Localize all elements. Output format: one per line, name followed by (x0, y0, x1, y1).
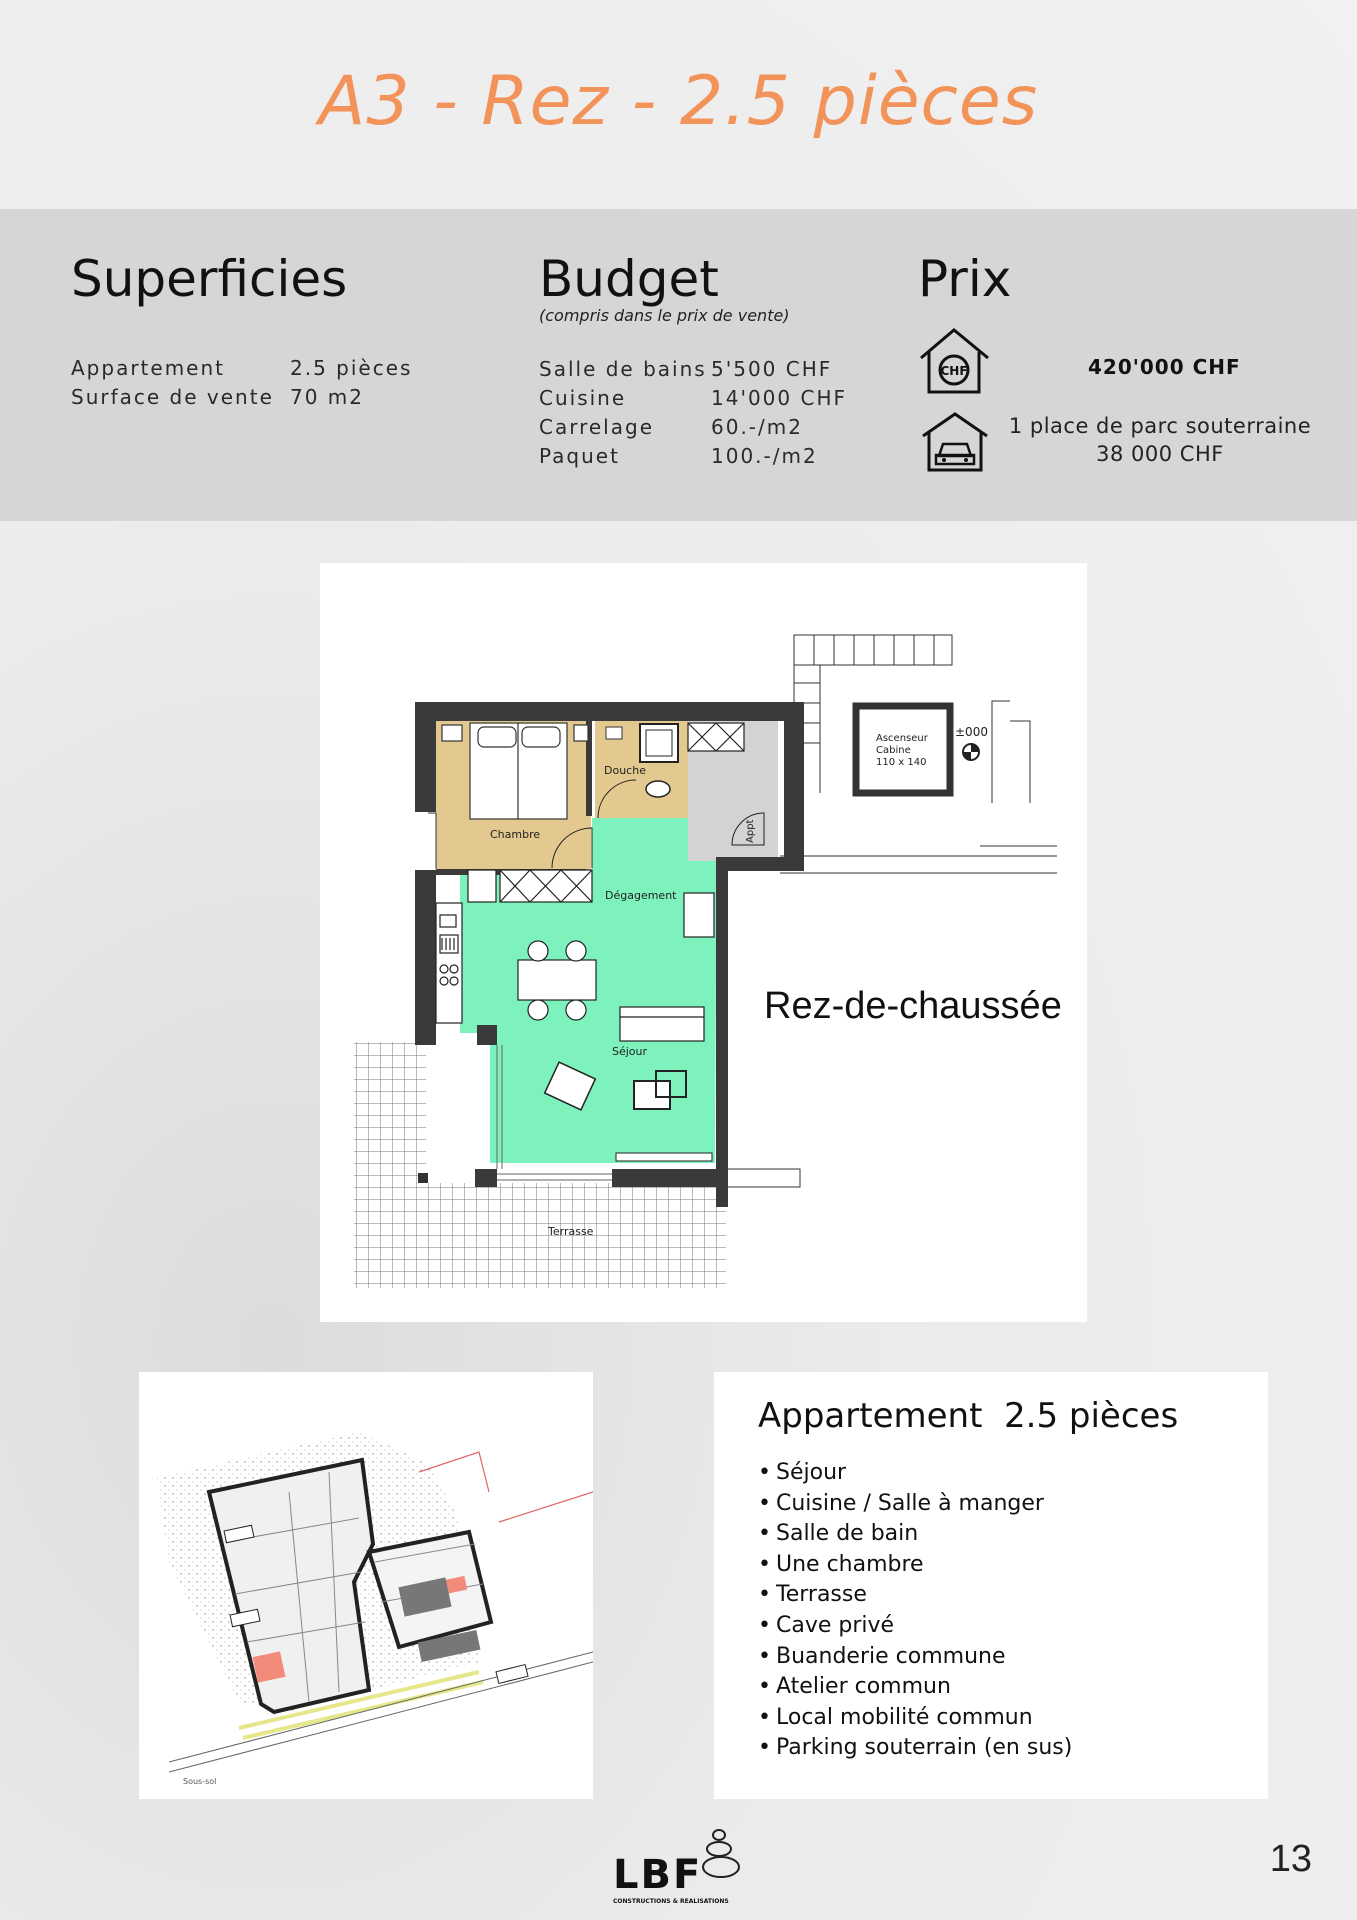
superficies-value-surface: 70 m2 (290, 385, 365, 409)
house-chf-icon-text: CHF (940, 364, 968, 378)
list-item: • Cave privé (776, 1611, 1072, 1642)
site-plan (139, 1372, 593, 1799)
parking-line1: 1 place de parc souterraine (1008, 414, 1312, 438)
budget-value-salle-de-bains: 5'500 CHF (711, 357, 833, 381)
list-item: • Parking souterrain (en sus) (776, 1733, 1072, 1764)
list-item: • Terrasse (776, 1580, 1072, 1611)
site-plan-drawing (139, 1372, 593, 1799)
douche-label: Douche (604, 764, 646, 777)
elevator-cabin: Cabine (876, 745, 911, 756)
list-item: • Salle de bain (776, 1519, 1072, 1550)
floor-plan (320, 563, 1087, 1322)
terrasse-label: Terrasse (548, 1225, 594, 1238)
terrace-paving (354, 1042, 426, 1288)
kitchen-counter (436, 903, 462, 1023)
list-item: • Une chambre (776, 1550, 1072, 1581)
budget-value-cuisine: 14'000 CHF (711, 386, 847, 410)
elevator-size: 110 x 140 (876, 757, 927, 768)
budget-label-salle-de-bains: Salle de bains (539, 357, 707, 381)
list-item: • Séjour (776, 1458, 1072, 1489)
coffee-table (634, 1081, 670, 1109)
card-title: Appartement 2.5 pièces (758, 1396, 1179, 1436)
sejour-label: Séjour (612, 1045, 648, 1058)
superficies-label-surface: Surface de vente (71, 385, 274, 409)
superficies-heading: Superficies (71, 250, 348, 308)
budget-value-paquet: 100.-/m2 (711, 444, 818, 468)
logo-text: LBF (613, 1852, 703, 1898)
parking-price: 38 000 CHF (1096, 442, 1224, 466)
superficies-value-appartement: 2.5 pièces (290, 356, 413, 380)
toilet (646, 781, 670, 797)
elevator-label: Ascenseur (876, 733, 928, 744)
budget-value-carrelage: 60.-/m2 (711, 415, 803, 439)
site-plan-label: Sous-sol (183, 1777, 217, 1786)
floor-plan-drawing (320, 563, 1087, 1322)
apartment-price: 420'000 CHF (1088, 355, 1241, 379)
company-logo (613, 1823, 745, 1907)
budget-heading: Budget (539, 250, 719, 308)
budget-subtitle: (compris dans le prix de vente) (539, 306, 790, 325)
apartment-features-card (714, 1372, 1268, 1799)
budget-label-paquet: Paquet (539, 444, 620, 468)
budget-label-cuisine: Cuisine (539, 386, 627, 410)
level-label: ±000 (955, 725, 988, 739)
page-number: 13 (1269, 1838, 1312, 1880)
list-item: • Buanderie commune (776, 1642, 1072, 1673)
features-list (758, 1458, 1072, 1764)
list-item: • Cuisine / Salle à manger (776, 1489, 1072, 1520)
list-item: • Atelier commun (776, 1672, 1072, 1703)
garage-car-icon (919, 410, 991, 474)
degagement-label: Dégagement (605, 889, 677, 902)
page-title: A3 - Rez - 2.5 pièces (318, 62, 1039, 141)
budget-label-carrelage: Carrelage (539, 415, 654, 439)
logo-tagline: CONSTRUCTIONS & REALISATIONS (613, 1898, 729, 1905)
prix-heading: Prix (918, 250, 1012, 308)
staircase (794, 635, 952, 793)
chambre-label: Chambre (490, 828, 541, 841)
list-item: • Local mobilité commun (776, 1703, 1072, 1734)
appt-label: Appt (745, 819, 756, 843)
superficies-label-appartement: Appartement (71, 356, 226, 380)
floor-label: Rez-de-chaussée (764, 985, 1062, 1027)
house-chf-icon (917, 326, 992, 396)
